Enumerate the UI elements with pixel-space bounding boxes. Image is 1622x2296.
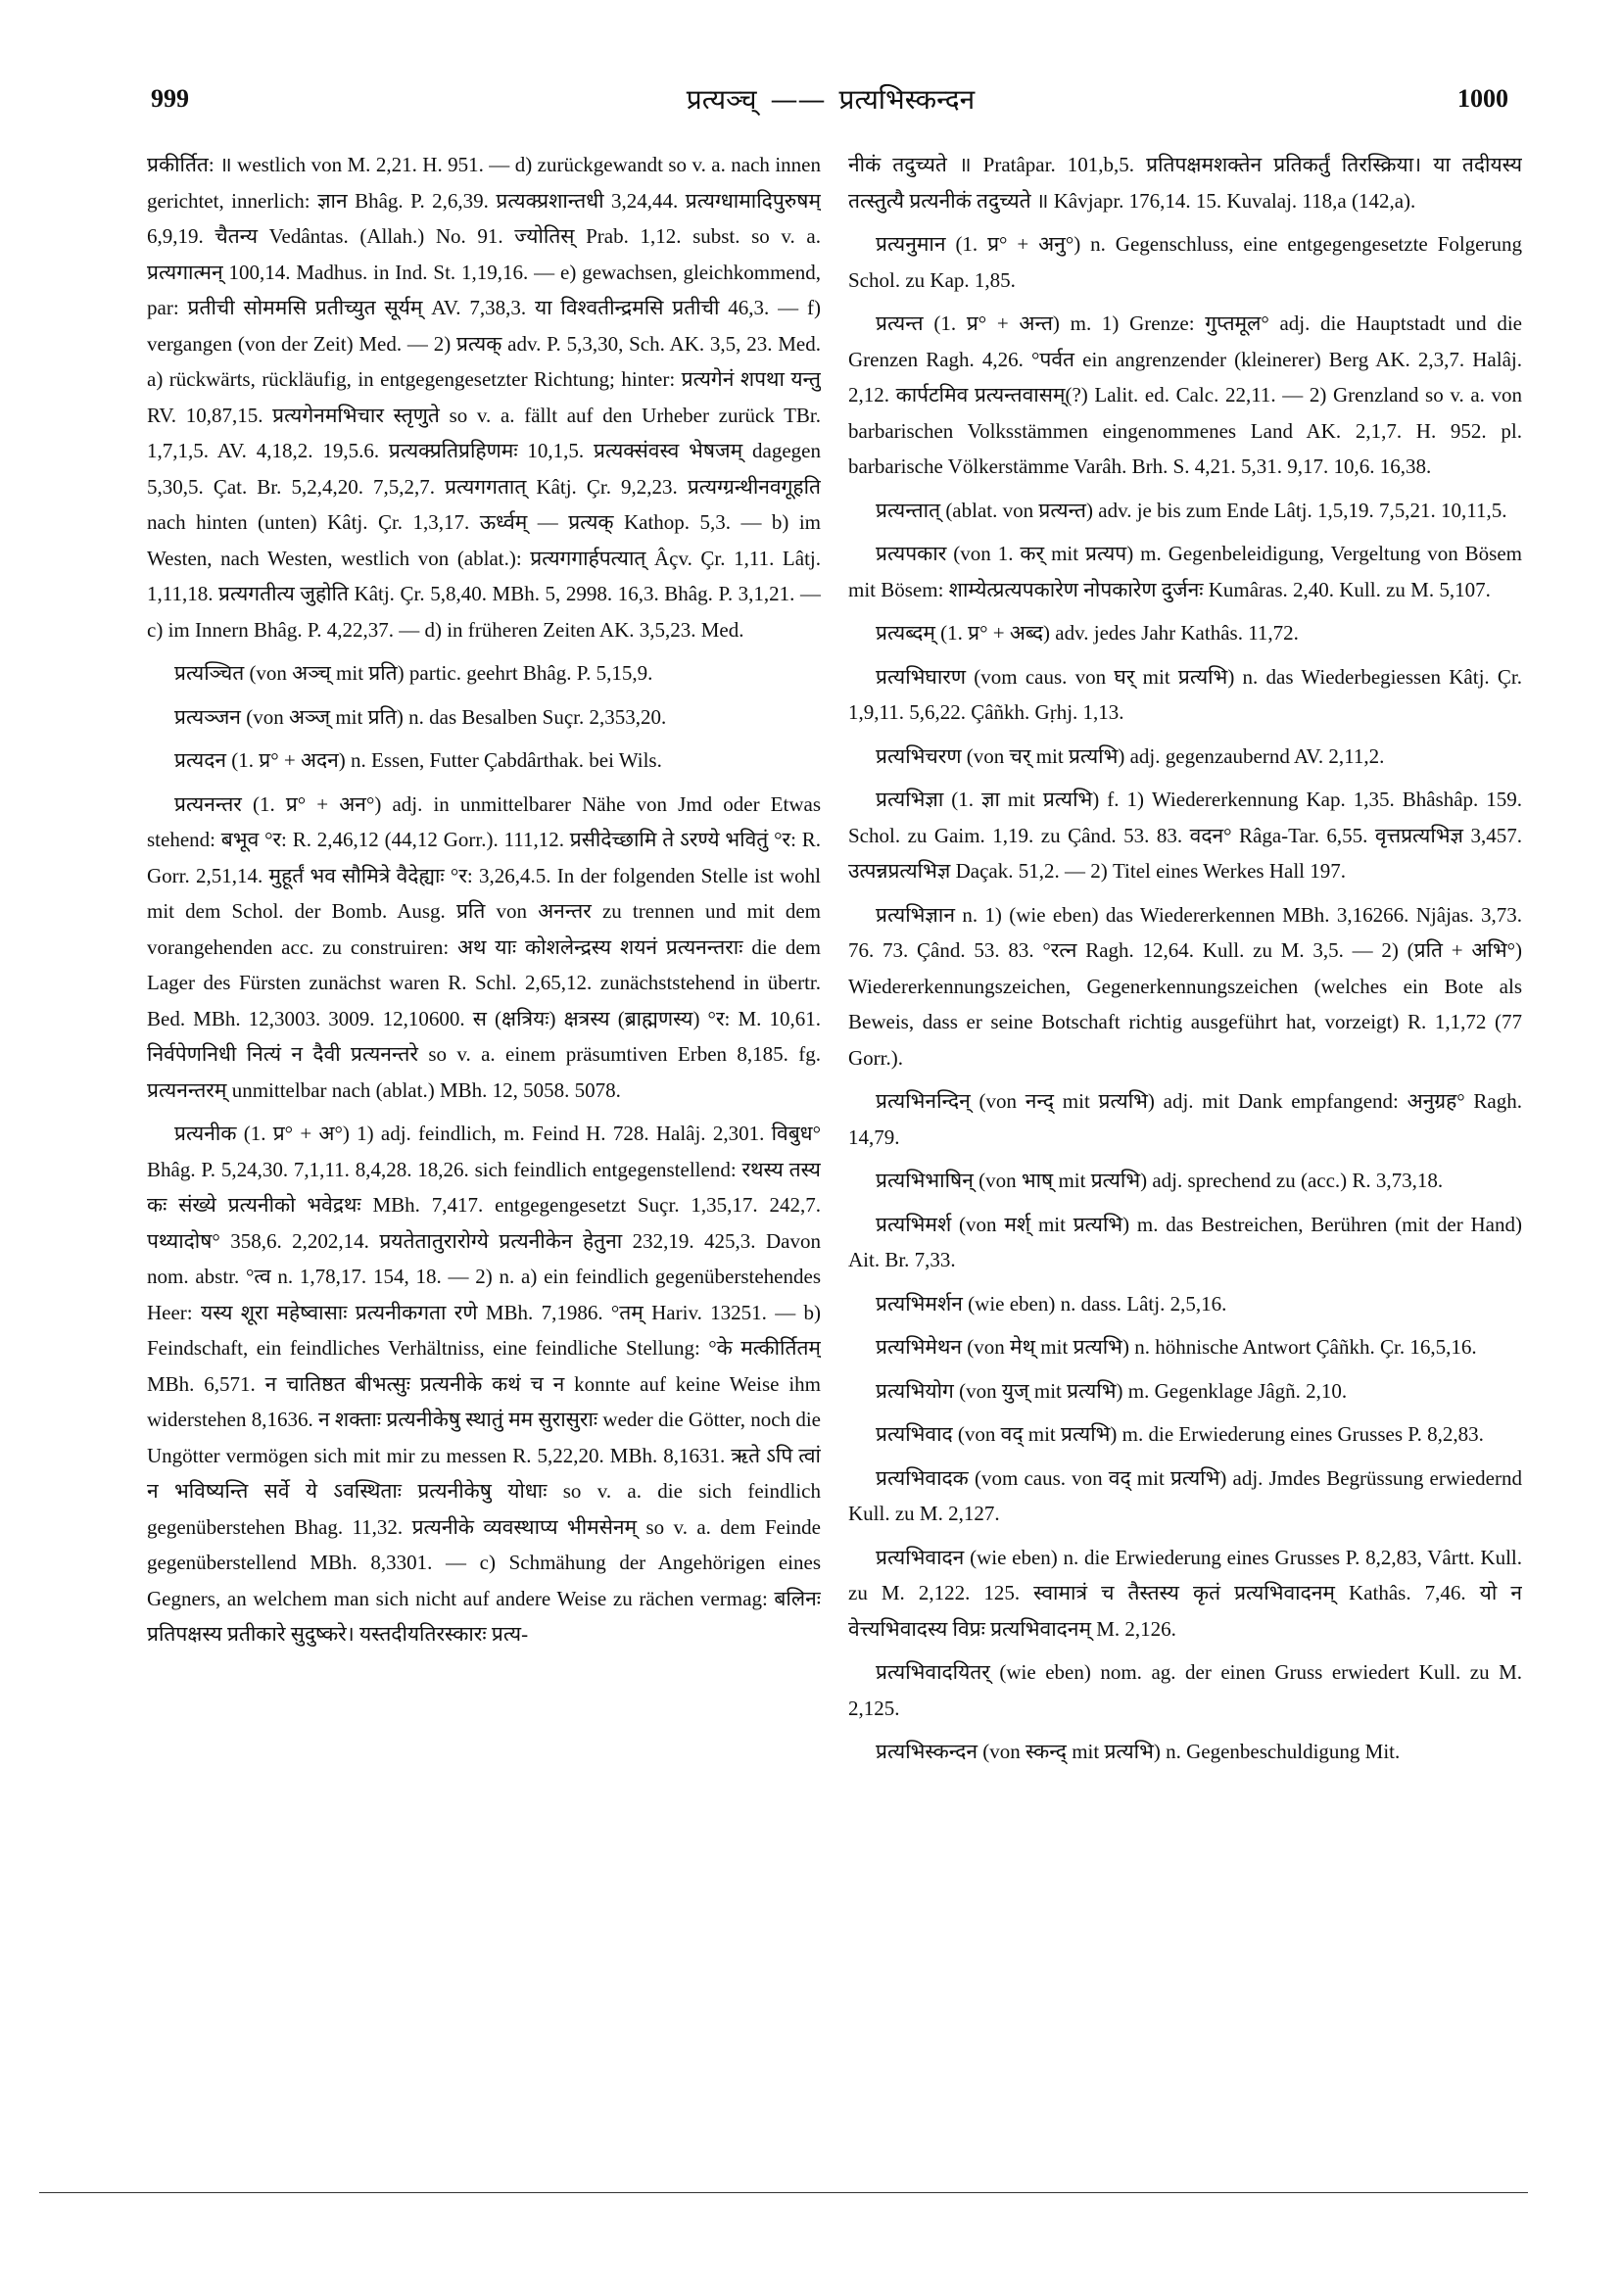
page-number-left: 999: [151, 84, 189, 113]
dictionary-entry: प्रत्यन्तात् (ablat. von प्रत्यन्त) adv. je bis zum Ende Lâtj. 1,5,19. 7,5,21. 10,11,5.: [876, 498, 1507, 522]
running-head-left: प्रत्यञ्च्: [686, 83, 757, 116]
dictionary-entry: प्रत्यभिवादन (wie eben) n. die Erwiederung eines Grusses P. 8,2,83, Vârtt. Kull. zu M. 2,122. 125. स्वामात्रं च तैस्तस्य कृतं प्रत्यभिवादनम् Kathâs. 7,46. यो न वेत्त्यभिवादस्य विप्रः प्रत्यभिवादनम् M. 2,126.: [848, 1545, 1522, 1641]
dictionary-entry: नीकं तदुच्यते ॥ Pratâpar. 101,b,5. प्रतिपक्षमशक्तेन प्रतिकर्तुं तिरस्क्रिया। या तदीयस्य तत्स्तुत्यै प्रत्यनीकं तदुच्यते ॥ Kâvjapr. 176,14. 15. Kuvalaj. 118,a (142,a).: [848, 153, 1522, 213]
dictionary-entry: प्रत्यभिज्ञा (1. ज्ञा mit प्रत्यभि) f. 1) Wiedererkennung Kap. 1,35. Bhâshâp. 159. Schol. zu Gaim. 1,19. zu Çând. 53. 83. वदन° Râga-Tar. 6,55. वृत्तप्रत्यभिज्ञ 3,457. उत्पन्नप्रत्यभिज्ञ Daçak. 51,2. — 2) Titel eines Werkes Hall 197.: [848, 788, 1522, 883]
dictionary-entry: प्रत्यभियोग (von युज् mit प्रत्यभि) m. Gegenklage Jâgñ. 2,10.: [876, 1378, 1348, 1403]
running-head: प्रत्यञ्च् —— प्रत्यभिस्कन्दन: [686, 83, 976, 116]
page-header: [147, 84, 1514, 129]
dictionary-entry: प्रत्यभिचरण (von चर् mit प्रत्यभि) adj. gegenzaubernd AV. 2,11,2.: [876, 743, 1385, 768]
dictionary-entry: प्रत्यञ्जन (von अञ्ज् mit प्रति) n. das Besalben Suçr. 2,353,20.: [174, 704, 667, 729]
dictionary-entry: प्रत्यनन्तर (1. प्र° + अन°) adj. in unmittelbarer Nähe von Jmd oder Etwas stehend: बभूव °र: R. 2,46,12 (44,12 Gorr.). 111,12. प्रसीदेच्छामि ते ऽरण्ये भवितुं °र: R. Gorr. 2,51,14. मुहूर्तं भव सौमित्रे वैदेह्याः °र: 3,26,4.5. In der folgenden Stelle ist wohl mit dem Schol. der Bomb. Ausg. प्रति von अनन्तर zu trennen und mit dem vorangehenden acc. zu construiren: अथ याः कोशलेन्द्रस्य शयनं प्रत्यनन्तराः die dem Lager des Fürsten zunächst waren R. Schl. 2,65,12. zunächststehend in übertr. Bed. MBh. 12,3003. 3009. 12,10600. स (क्षत्रियः) क्षत्रस्य (ब्राह्मणस्य) °र: M. 10,61. निर्वपेणनिधी नित्यं न दैवी प्रत्यनन्तरे so v. a. einem präsumtiven Erben 8,185. fg. प्रत्यनन्तरम् unmittelbar nach (ablat.) MBh. 12, 5058. 5078.: [147, 791, 821, 1102]
dictionary-entry: प्रत्यभिभाषिन् (von भाष् mit प्रत्यभि) adj. sprechend zu (acc.) R. 3,73,18.: [876, 1169, 1444, 1192]
dictionary-entry: प्रकीर्तित: ॥ westlich von M. 2,21. H. 951. — d) zurückgewandt so v. a. nach innen gerichtet, innerlich: ज्ञान Bhâg. P. 2,6,39. प्रत्यक्प्रशान्तधी 3,24,44. प्रत्यग्धामादिपुरुषम् 6,9,19. चैतन्य Vedântas. (Allah.) No. 91. ज्योतिस् Prab. 1,12. subst. so v. a. प्रत्यगात्मन् 100,14. Madhus. in Ind. St. 1,19,16. — e) gewachsen, gleichkommend, par: प्रतीची सोममसि प्रतीच्युत सूर्यम् AV. 7,38,3. या विश्वतीन्द्रमसि प्रतीची 46,3. — f) vergangen (von der Zeit) Med. — 2) प्रत्यक् adv. P. 5,3,30, Sch. AK. 3,5, 23. Med. a) rückwärts, rückläufig, in entgegengesetzter Richtung; hinter: प्रत्यगेनं शपथा यन्तु RV. 10,87,15. प्रत्यगेनमभिचार स्तृणुते so v. a. fällt auf den Urheber zurück TBr. 1,7,1,5. AV. 4,18,2. 19,5.6. प्रत्यक्प्रतिप्रहिणमः 10,1,5. प्रत्यक्संवस्व भेषजम् dagegen 5,30,5. Çat. Br. 5,2,4,20. 7,5,2,7. प्रत्यगगतात् Kâtj. Çr. 9,2,23. प्रत्यग्ग्रन्थीनवगूहति nach hinten (unten) Kâtj. Çr. 1,3,17. ऊर्ध्वम् — प्रत्यक् Kathop. 5,3. — b) im Westen, nach Westen, westlich von (ablat.): प्रत्यगगार्हपत्यात् Âçv. Çr. 1,11. Lâtj. 1,11,18. प्रत्यगतीत्य जुहोति Kâtj. Çr. 5,8,40. MBh. 5, 2998. 16,3. Bhâg. P. 3,1,21. — c) im Innern Bhâg. P. 4,22,37. — d) in früheren Zeiten AK. 3,5,23. Med.: [147, 153, 821, 642]
dictionary-entry: प्रत्यभिमर्शन (wie eben) n. dass. Lâtj. 2,5,16.: [876, 1291, 1227, 1315]
dictionary-entry: प्रत्यभिवादयितर् (wie eben) nom. ag. der einen Gruss erwiedert Kull. zu M. 2,125.: [848, 1660, 1522, 1720]
dictionary-entry: प्रत्यदन (1. प्र° + अदन) n. Essen, Futter Çabdârthak. bei Wils.: [174, 748, 662, 772]
dictionary-entry: प्रत्यभिमेथन (von मेथ् mit प्रत्यभि) n. höhnische Antwort Çâñkh. Çr. 16,5,16.: [876, 1335, 1477, 1359]
running-head-right: प्रत्यभिस्कन्दन: [838, 83, 976, 116]
dictionary-entry: प्रत्यन्त (1. प्र° + अन्त) m. 1) Grenze: गुप्तमूल° adj. die Hauptstadt und die Grenzen Ragh. 4,26. °पर्वत ein angrenzender (kleinerer) Berg AK. 2,3,7. Halâj. 2,12. कार्पटमिव प्रत्यन्तवासम्(?) Lalit. ed. Calc. 22,11. — 2) Grenzland so v. a. von barbarischen Volksstämmen eingenommenes Land AK. 2,1,7. H. 952. pl. barbarische Völkerstämme Varâh. Brh. S. 4,21. 5,31. 9,17. 10,6. 16,38.: [848, 311, 1522, 478]
dictionary-entry: प्रत्यनुमान (1. प्र° + अनु°) n. Gegenschluss, eine entgegengesetzte Folgerung Schol. zu Kap. 1,85.: [848, 232, 1522, 292]
dictionary-entry: प्रत्यब्दम् (1. प्र° + अब्द) adv. jedes Jahr Kathâs. 11,72.: [876, 621, 1299, 645]
left-column: [147, 147, 821, 1939]
bottom-rule: [39, 2192, 1528, 2193]
dictionary-entry: प्रत्यभिज्ञान n. 1) (wie eben) das Wiedererkennen MBh. 3,16266. Njâjas. 3,73. 76. 73. Çând. 53. 83. °रत्न Ragh. 12,64. Kull. zu M. 3,5. — 2) (प्रति + अभि°) Wiedererkennungszeichen, Gegenerkennungszeichen (welches ein Bote als Beweis, dass er seine Botschaft richtig ausgeführt hat, vorzeigt) R. 1,1,72 (77 Gorr.).: [848, 902, 1522, 1070]
dictionary-entry: प्रत्यभिमर्श (von मर्श् mit प्रत्यभि) m. das Bestreichen, Berühren (mit der Hand) Ait. Br. 7,33.: [848, 1212, 1522, 1271]
page-number-right: 1000: [1457, 84, 1508, 113]
dictionary-entry: प्रत्यञ्चित (von अञ्च् mit प्रति) partic. geehrt Bhâg. P. 5,15,9.: [174, 661, 653, 685]
dictionary-entry: प्रत्यभिनन्दिन् (von नन्द् mit प्रत्यभि) adj. mit Dank empfangend: अनुग्रह° Ragh. 14,79.: [848, 1089, 1522, 1149]
dictionary-entry: प्रत्यभिवाद (von वद् mit प्रत्यभि) m. die Erwiederung eines Grusses P. 8,2,83.: [876, 1422, 1484, 1446]
dictionary-entry: प्रत्यभिवादक (vom caus. von वद् mit प्रत्यभि) adj. Jmdes Begrüssung erwiedernd Kull. zu M. 2,127.: [848, 1465, 1522, 1525]
right-column: [848, 147, 1522, 1939]
dictionary-entry: प्रत्यपकार (von 1. कर् mit प्रत्यप) m. Gegenbeleidigung, Vergeltung von Bösem mit Bösem: शाम्येत्प्रत्यपकारेण नोपकारेण दुर्जनः Kumâras. 2,40. Kull. zu M. 5,107.: [848, 542, 1522, 601]
dictionary-entry: प्रत्यनीक (1. प्र° + अ°) 1) adj. feindlich, m. Feind H. 728. Halâj. 2,301. विबुध° Bhâg. P. 5,24,30. 7,1,11. 8,4,28. 18,26. sich feindlich entgegenstellend: रथस्य तस्य कः संख्ये प्रत्यनीको भवेद्रथः MBh. 7,417. entgegengesetzt Suçr. 1,35,17. 242,7. पथ्यादोष° 358,6. 2,202,14. प्रयतेतातुरारोग्ये प्रत्यनीकेन हेतुना 232,19. 425,3. Davon nom. abstr. °त्व n. 1,78,17. 154, 18. — 2) n. a) ein feindlich gegenüberstehendes Heer: यस्य शूरा महेष्वासाः प्रत्यनीकगता रणे MBh. 7,1986. °तम् Hariv. 13251. — b) Feindschaft, ein feindliches Verhältniss, eine feindliche Stellung: °के मत्कीर्तितम् MBh. 6,571. न चातिष्ठत बीभत्सुः प्रत्यनीके कथं च न konnte auf keine Weise ihm widerstehen 8,1636. न शक्ताः प्रत्यनीकेषु स्थातुं मम सुरासुराः weder die Götter, noch die Ungötter vermögen sich mit mir zu messen R. 5,22,20. MBh. 8,1631. ऋते ऽपि त्वां न भविष्यन्ति सर्वे ये ऽवस्थिताः प्रत्यनीकेषु योधाः so v. a. die sich feindlich gegenüberstehen Bhag. 11,32. प्रत्यनीके व्यवस्थाप्य भीमसेनम् so v. a. dem Feinde gegenüberstellend MBh. 8,3301. — c) Schmähung der Angehörigen eines Gegners, an welchem man sich nicht auf andere Weise zu rächen vermag: बलिनः प्रतिपक्षस्य प्रतीकारे सुदुष्करे। यस्तदीयतिरस्कारः प्रत्य-: [147, 1122, 821, 1646]
dictionary-entry: प्रत्यभिघारण (vom caus. von घर् mit प्रत्यभि) n. das Wiederbegiessen Kâtj. Çr. 1,9,11. 5,6,22. Çâñkh. Gṛhj. 1,13.: [848, 664, 1522, 724]
dictionary-entry: प्रत्यभिस्कन्दन (von स्कन्द् mit प्रत्यभि) n. Gegenbeschuldigung Mit.: [876, 1740, 1401, 1763]
